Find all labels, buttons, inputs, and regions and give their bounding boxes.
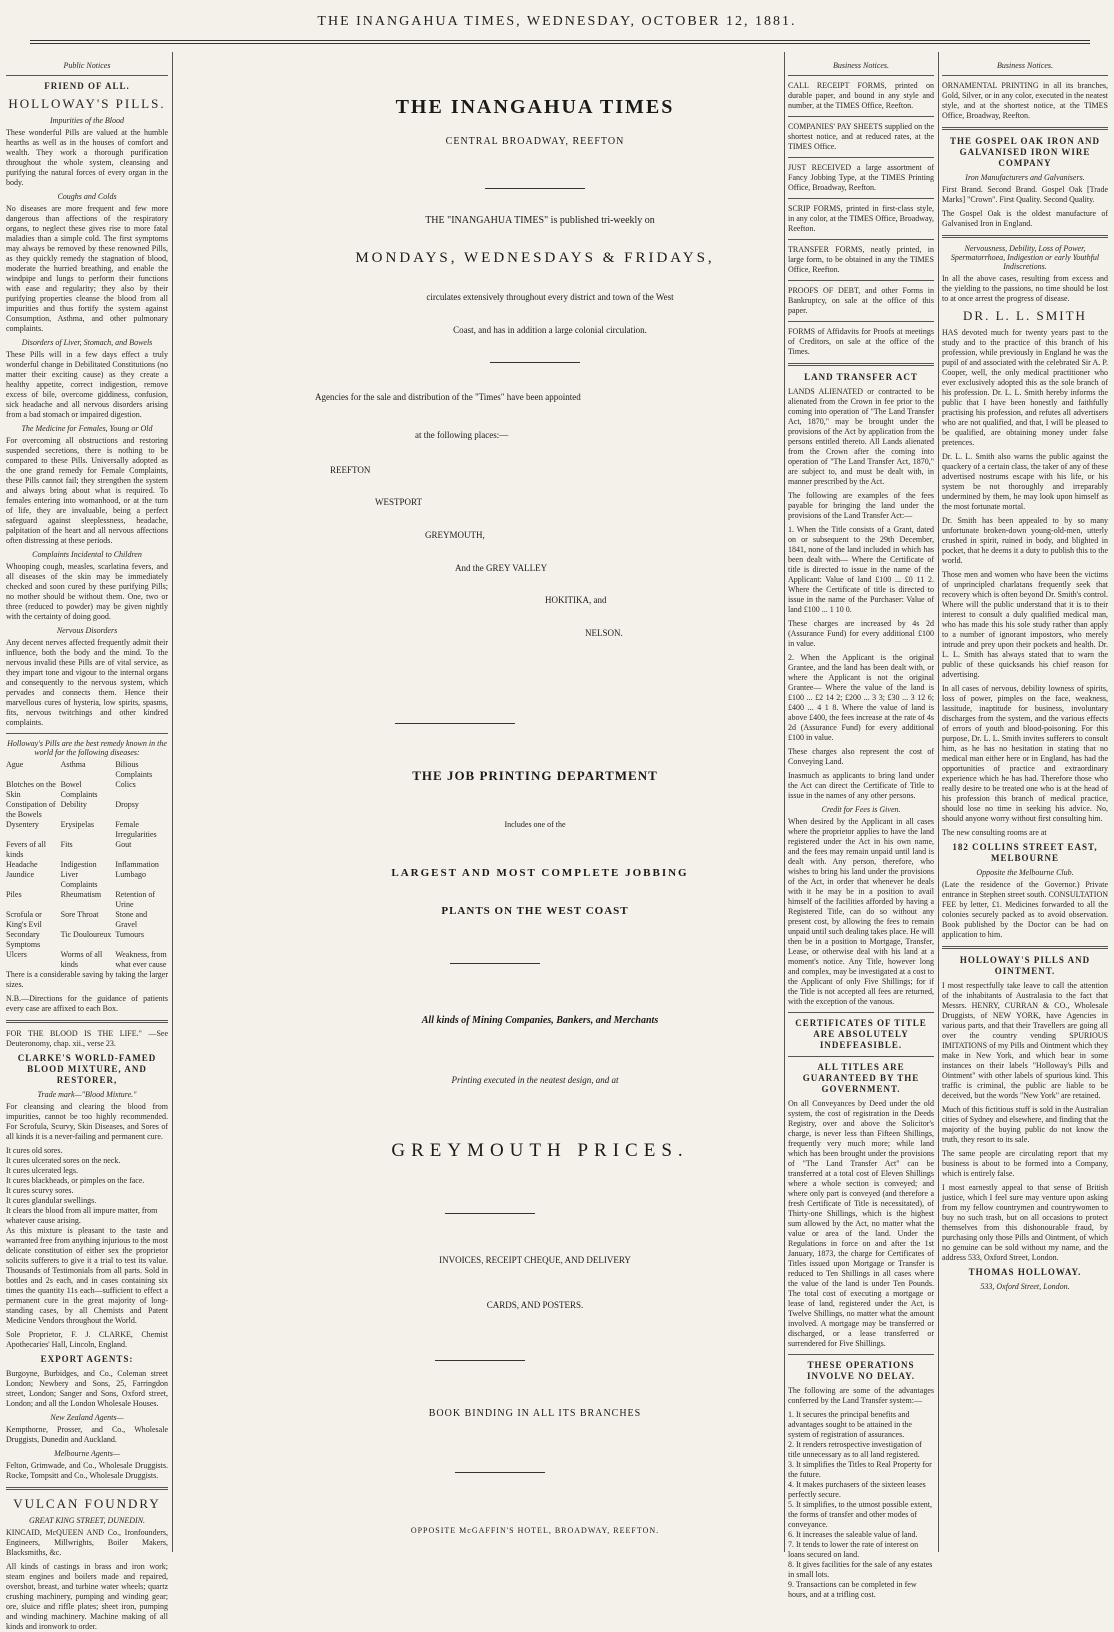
list-item: 8. It gives facilities for the sale of any estates in small lots. <box>788 1560 933 1579</box>
notice: TRANSFER FORMS, neatly printed, in large form, to be obtained in any the TIMES Office, Reefton. <box>788 245 934 274</box>
list-item: 5. It simplifies, to the utmost possible extent, the forms of transfer and other modes of conveyance. <box>788 1500 932 1529</box>
heading: ALL TITLES ARE GUARANTEED BY THE GOVERNMENT. <box>802 1062 920 1094</box>
paragraph: Burgoyne, Burbidges, and Co., Coleman street London; Newbery and Sons, 25, Farringdon street, London; Sanger and Sons, Oxford street, London; and all the London Wholesale Houses. <box>6 1369 168 1408</box>
paragraph: First Brand. Second Brand. Gospel Oak [Trade Marks] "Crown". First Quality. Second Quality. <box>942 185 1108 204</box>
opposite-line: OPPOSITE McGAFFIN'S HOTEL, BROADWAY, REEFTON. <box>410 1526 660 1535</box>
list-item: 2. It renders retrospective investigation of title unnecessary as to all land registered. <box>788 1440 922 1459</box>
ad-title: HOLLOWAY'S PILLS. <box>8 96 166 111</box>
paragraph: No diseases are more frequent and few more dangerous than affections of the respiratory organs, to neglect these gives rise to more fatal maladies than a simple cold. The first symptoms may always be removed by these renowned Pills, as they quickly remedy the stagnation of blood, moderate the hurried breathing, and enable the windpipe and lungs to perform their functions with ease and regularity; they also by their purifying properties cleanse the blood from all impurities and thus fortify the system against Consumption, Asthma, and other pulmonary complaints. <box>6 204 168 333</box>
heading: CERTIFICATES OF TITLE ARE ABSOLUTELY INDEFEASIBLE. <box>795 1018 927 1050</box>
town-nelson: NELSON. <box>585 628 623 638</box>
heading: THESE OPERATIONS INVOLVE NO DELAY. <box>806 1360 916 1381</box>
plants-line: PLANTS ON THE WEST COAST <box>441 905 629 917</box>
list-item: Gout <box>115 840 132 849</box>
list-item: Bilious Complaints <box>115 760 153 779</box>
notice: SCRIP FORMS, printed in first-class style, in any color, at the TIMES Office, Broadway, Reefton. <box>788 204 934 233</box>
paragraph: N.B.—Directions for the guidance of patients every case are affixed to each Box. <box>6 994 168 1013</box>
paragraph: There is a considerable saving by taking the larger sizes. <box>6 970 168 989</box>
paragraph: HAS devoted much for twenty years past to the study and to the practice of this branch of his profession, while previously in England he was the pupil of and associated with the celebrated Sir A. P. Cooper, well, the only medical practitioner who ever exclusively adopted this as the sole branch of his profession. Dr. L. L. Smith hereby informs the public that I have been honestly and faithfully practising his profession, and refutes all advertisers who are not qualified, and that, I will be pleased to be qualified, are obtaining money under false pretences. <box>942 328 1108 447</box>
paragraph: Kempthorne, Prosser, and Co., Wholesale Druggists, Dunedin and Auckland. <box>6 1425 168 1444</box>
paragraph: Sole Proprietor, F. J. CLARKE, Chemist Apothecaries' Hall, Lincoln, England. <box>6 1330 168 1349</box>
paragraph: I most earnestly appeal to that sense of British justice, which I feel sure may venture upon asking from my fellow countrymen and countrywomen to buy no such trash, but on all occasions to protect themselves from this dishonourable fraud, by purchasing only those Pills and Ointment, of which no genuine can be sold without my name, and the address 533, Oxford Street, London. <box>942 1183 1108 1262</box>
list-item: Headache <box>6 860 38 869</box>
town-greymouth: GREYMOUTH, <box>425 530 485 540</box>
paragraph: Whooping cough, measles, scarlatina fevers, and all diseases of the skin may be immediately checked and soon cured by these purifying Pills; no mother should be without them. One, two or three (reduced to powder) may be given nightly with the certainty of doing good. <box>6 562 168 621</box>
ad-title: VULCAN FOUNDRY <box>13 1496 161 1511</box>
section-header: Public Notices <box>63 61 111 70</box>
notice: FORMS of Affidavits for Proofs at meetings of Creditors, on sale at the office of the Times. <box>788 327 934 356</box>
published-line: THE "INANGAHUA TIMES" is published tri-weekly on <box>425 215 655 226</box>
paragraph: 2. When the Applicant is the original Grantee, and the land has been dealt with, or where the Applicant is not the original Grantee— Where the value of the land is £100 ... £2 14 2; £200 ... 3 3; £30 ... 3 12 6; £400 ... 4 1 8. Where the value of land is above £400, the fees increase at the rate of 4s 2d (Assurance Fund) for every additional £100 in value. <box>788 653 934 742</box>
paragraph: The new consulting rooms are at <box>942 828 1047 837</box>
subheading: Nervous Disorders <box>56 626 118 635</box>
divider <box>395 723 515 724</box>
list-item: Inflammation <box>115 860 159 869</box>
job-printing-heading: THE JOB PRINTING DEPARTMENT <box>412 768 658 783</box>
paragraph: As this mixture is pleasant to the taste and warranted free from anything injurious to the most delicate constitution of either sex the proprietor solicits sufferers to give it a trial to test its value. Thousands of Testimonials from all parts. Sold in bottles and 2s each, and in cases containing six times the quantity 11s each—sufficient to effect a permanent cure in the great majority of long-standing cases, by all Chemists and Patent Medicine Vendors throughout the World. <box>6 1226 168 1325</box>
list-item: Colics <box>115 780 136 789</box>
list-item: Constipation of the Bowels <box>6 800 56 819</box>
list-item: Liver Complaints <box>60 870 98 889</box>
subheading: Holloway's Pills are the best remedy known in the world for the following diseases: <box>7 739 167 757</box>
disease-list <box>6 760 168 970</box>
paragraph: For overcoming all obstructions and restoring suspended secretions, there is nothing to be compared to these Pills. Universally adopted as the one grand remedy for Female Complaints, these Pills cannot fail; they strengthen the system and always bring about what is required. To females entering into womanhood, or at the turn of life, they are invaluable, being a perfect safeguard against sleeplessness, headache, palpitation of the heart and all nervous affections often distressing at these periods. <box>6 436 168 545</box>
list-item: Indigestion <box>60 860 97 869</box>
list-item: Jaundice <box>6 870 34 879</box>
paragraph: Dr. Smith has been appealed to by so many unfortunate broken-down young-old-men, utterly crushed in spirit, ruined in body, and blighted in pocket, that he deems it a duty to publish this to the world. <box>942 516 1108 565</box>
right-column-2 <box>942 58 1108 1553</box>
agencies-line: Agencies for the sale and distribution of the "Times" have been appointed <box>315 392 581 402</box>
masthead: THE INANGAHUA TIMES, WEDNESDAY, OCTOBER 12, 1881. <box>317 14 797 29</box>
paragraph: The following are examples of the fees payable for bringing the land under the provisions of the Land Transfer Act:— <box>788 491 934 520</box>
list-item: Tic Douloureux <box>60 930 112 939</box>
notice: JUST RECEIVED a large assortment of Fancy Jobbing Type, at the TIMES Printing Office, Broadway, Reefton. <box>788 163 934 192</box>
paragraph: When desired by the Applicant in all cases where the proprietor applies to have the land registered under the Act in his own name, and the fees may remain unpaid until land is dealt with. Any person, therefore, who wishes to bring his land under the provisions of the Act, in order that whenever he deals with it he may be in a position to avail himself of the facilities afforded by having a Registered Title, can do so without any present cost, by allowing the fees to remain unpaid until such dealing takes place. He will then be in a position to Mortgage, Transfer, Lease, or otherwise deal with his land at a moment's notice. Any Title, however long and complex, may be investigated at a cost to the Applicant of only Five Shillings; for if the Title is not accepted all fees are returned, with the exception of the vanous. <box>788 817 934 1006</box>
column-divider <box>938 52 939 1552</box>
list-item: Dysentery <box>6 820 39 829</box>
list-item: Tumours <box>115 930 144 939</box>
paragraph: KINCAID, McQUEEN AND Co., Ironfounders, Engineers, Millwrights, Boiler Makers, Blacksmiths, &c. <box>6 1528 168 1557</box>
paragraph: In all the above cases, resulting from excess and the yielding to the passions, no time should be lost to at once arrest the progress of disease. <box>942 274 1108 303</box>
book-binding-line: BOOK BINDING IN ALL ITS BRANCHES <box>428 1408 642 1419</box>
paragraph: On all Conveyances by Deed under the old system, the cost of registration in the Deeds Registry, over and above the Solicitor's charge, is never less than Fifteen Shillings, frequently very much more; while land which has been brought under the provisions of "The Land Transfer Act" can be transferred at a total cost of Eleven Shillings where a whole section is conveyed; and where only part is conveyed (and therefore a fresh Certificate of Title is necessitated), of Thirty-one Shillings, which is the highest sum allowed by the Act, no matter what the value or area of the land. Under the Regulations in force on and after the 1st January, 1873, the charge for Certificates of Titles issued upon Mortgage or Transfer is reduced to Ten Shillings in all cases where the value of the land is under Ten Pounds. The total cost of executing a mortgage or lease of land, registered under the Act, is Twelve Shillings, no matter what the amount involved. A mortgage may be transferred or discharged, or a lease transferred or surrendered for Five Shillings. <box>788 1099 934 1348</box>
list-item: Piles <box>6 890 22 899</box>
town-reefton: REEFTON <box>330 465 371 475</box>
column-divider <box>784 52 785 1552</box>
paragraph: Dr. L. L. Smith also warns the public against the quackery of a certain class, the taker of any of these advertised nostrums escape with his life, or his system be not thoroughly and irreparably undermined by them, he may look upon himself as the most fortunate mortal. <box>942 452 1108 511</box>
paper-title: THE INANGAHUA TIMES <box>395 96 675 118</box>
list-item: Asthma <box>60 760 86 769</box>
masthead-rule <box>30 40 1090 41</box>
paragraph: In all cases of nervous, debility lowness of spirits, loss of power, pimples on the face, weakness, lassitude, inaptitude for business, involuntary discharges from the system, and the various effects of errors of youth and blood-poisoning. For this purpose, Dr. L. L. Smith invites sufferers to consult him, as he has no hesitation in stating that no medical man either here or in England, has had the opportunities of practice and extraordinary experience which he has had. Therefore those who really desire to be treated one who is at the head of his profession this branch of medical practice, should lose no time in seeking his advice. No, should anyone worry without first consulting him. <box>942 684 1108 823</box>
subheading: EXPORT AGENTS: <box>40 1354 134 1364</box>
right-column-1 <box>788 58 934 1599</box>
paragraph: Much of this fictitious stuff is sold in the Australian cities of Sydney and elsewhere, and finding that the majority of the buying public do not know the truth, they resort to its sale. <box>942 1105 1108 1144</box>
subheading: Nervousness, Debility, Loss of Power, Spermatorrhoea, Indigestion or early Youthful Indiscretions. <box>950 244 1100 271</box>
notice: CALL RECEIPT FORMS, printed on durable paper, and bound in any style and number, at the TIMES Office, Reefton. <box>788 81 934 110</box>
paragraph: These wonderful Pills are valued at the humble hearths as well as in the houses of comfort and wealth. They work a thorough purification throughout the whole system, cleansing and purifying the natural forces of every organ in the body. <box>6 128 168 187</box>
list-item: 1. It secures the principal benefits and advantages sought to be attained in the system of registration of assurances. <box>788 1410 912 1439</box>
subheading: Melbourne Agents— <box>54 1449 120 1458</box>
list-item: Scrofula or King's Evil <box>6 910 42 929</box>
divider <box>445 1213 535 1214</box>
list-item: Stone and Gravel <box>115 910 148 929</box>
subheading: Credit for Fees is Given. <box>821 805 901 814</box>
cards-line: CARDS, AND POSTERS. <box>486 1300 584 1310</box>
list-item: Rheumatism <box>60 890 102 899</box>
paragraph: (Late the residence of the Governor.) Private entrance in Stephen street south. CONSULTATION FEE by letter, £1. Medicines forwarded to all the colonies securely packed as to avoid observation. Book published by the Doctor can be had on application to him. <box>942 880 1108 939</box>
printing-line: Printing executed in the neatest design, and at <box>451 1075 619 1085</box>
ad-title: CLARKE'S WORLD-FAMED BLOOD MIXTURE, AND RESTORER, <box>17 1053 157 1085</box>
list-item: Debility <box>60 800 87 809</box>
town-westport: WESTPORT <box>375 497 422 507</box>
list-item: It cures blackheads, or pimples on the face. <box>6 1176 145 1185</box>
subheading: Iron Manufacturers and Galvanisers. <box>965 173 1085 182</box>
list-item: 6. It increases the saleable value of land. <box>788 1530 918 1539</box>
subheading: The Medicine for Females, Young or Old <box>21 424 153 433</box>
list-item: Secondary Symptoms <box>6 930 41 949</box>
subheading: Disorders of Liver, Stomach, and Bowels <box>21 338 153 347</box>
list-item: It cures ulcerated sores on the neck. <box>6 1156 121 1165</box>
divider <box>435 1360 525 1361</box>
list-item: Retention of Urine <box>115 890 156 909</box>
list-item: It cures ulcerated legs. <box>6 1166 78 1175</box>
ad-title: THE GOSPEL OAK IRON AND GALVANISED IRON WIRE COMPANY <box>949 136 1101 168</box>
signature: THOMAS HOLLOWAY. <box>968 1267 1082 1277</box>
list-item: Fevers of all kinds <box>6 840 46 859</box>
paragraph: Felton, Grimwade, and Co., Wholesale Druggists. Rocke, Tompsitt and Co., Wholesale Druggists. <box>6 1461 168 1480</box>
subheading: Opposite the Melbourne Club. <box>976 868 1074 877</box>
places-line: at the following places:— <box>415 430 509 440</box>
ad-title: DR. L. L. SMITH <box>963 308 1087 323</box>
list-item: Dropsy <box>115 800 139 809</box>
notice: PROOFS OF DEBT, and other Forms in Bankruptcy, on sale at the office of this paper. <box>788 286 934 315</box>
paragraph: FOR THE BLOOD IS THE LIFE." —See Deuteronomy, chap. xii., verse 23. <box>6 1029 168 1048</box>
town-hokitika: HOKITIKA, and <box>545 595 607 605</box>
cures-list <box>6 1146 168 1226</box>
section-header: Business Notices. <box>997 61 1053 70</box>
list-item: It cures glandular swellings. <box>6 1196 97 1205</box>
column-divider <box>172 52 173 1552</box>
paragraph: These Pills will in a few days effect a truly wonderful change in Debilitated Constitutions (no matter their exciting cause) as they create a healthy appetite, correct indigestion, remove excess of bile, overcome giddiness, confusion, sick headache and all nervous disorders arising from a bad stomach or impaired digestion. <box>6 350 168 419</box>
list-item: 4. It makes purchasers of the sixteen leases perfectly secure. <box>788 1480 926 1499</box>
address: 182 COLLINS STREET EAST, MELBOURNE <box>952 842 1098 863</box>
list-item: It cures old sores. <box>6 1146 63 1155</box>
ad-title: HOLLOWAY'S PILLS AND OINTMENT. <box>959 955 1091 976</box>
town-grey-valley: And the GREY VALLEY <box>455 563 548 573</box>
heading: FRIEND OF ALL. <box>44 81 130 91</box>
subheading: Impurities of the Blood <box>50 116 124 125</box>
list-item: Blotches on the Skin <box>6 780 56 799</box>
divider <box>455 1472 545 1473</box>
address-line: CENTRAL BROADWAY, REEFTON <box>445 136 625 147</box>
paragraph: Inasmuch as applicants to bring land under the Act can direct the Certificate of Title to issue in the names of any other persons. <box>788 771 934 800</box>
paragraph: These charges are increased by 4s 2d (Assurance Fund) for every additional £100 in value. <box>788 619 934 648</box>
list-item: 9. Transactions can be completed in few hours, and at a trifling cost. <box>788 1580 917 1599</box>
left-column <box>6 58 168 1631</box>
list-item: Lumbago <box>115 870 146 879</box>
list-item: Weakness, from what ever cause <box>115 950 167 969</box>
section-header: Business Notices. <box>833 61 889 70</box>
largest-line: LARGEST AND MOST COMPLETE JOBBING <box>391 867 689 879</box>
advantages-list <box>788 1410 934 1600</box>
list-item: Sore Throat <box>60 910 99 919</box>
includes-line: Includes one of the <box>504 820 566 829</box>
subheading: Complaints Incidental to Children <box>32 550 142 559</box>
list-item: Ague <box>6 760 24 769</box>
list-item: 3. It simplifies the Titles to Real Property for the future. <box>788 1460 932 1479</box>
list-item: It cures scurvy sores. <box>6 1186 74 1195</box>
all-kinds-line: All kinds of Mining Companies, Bankers, and Merchants <box>421 1015 659 1026</box>
paragraph: The following are some of the advantages conferred by the Land Transfer system:— <box>788 1386 934 1405</box>
masthead-rule-2 <box>30 43 1090 44</box>
list-item: Erysipelas <box>60 820 94 829</box>
notice: ORNAMENTAL PRINTING in all its branches, Gold, Silver, or in any color, executed in the neatest style, and at the shortest notice, at the TIMES Office, Broadway, Reefton. <box>942 81 1108 120</box>
paragraph: Those men and women who have been the victims of unprincipled charlatans frequently seek that recovery which is often beyond Dr. Smith's control. Where will the public understand that it is to their interest to consult a duly qualified medical man, who has made this his sole study rather than apply to a number of ignorant impostors, who merely intrude and prey upon their pockets and health. Dr. L. L. Smith has always stated that to warn the public of these quicksands his chief reason for advertising. <box>942 570 1108 679</box>
paragraph: All kinds of castings in brass and iron work; steam engines and boilers made and repaired, overshot, breast, and turbine water wheels; quartz crushing machinery, pumping and winding gear; ore, sluice and riffle plates; sheet iron, pumping and winding machinery. Machine making of all kinds and ironwork to order. <box>6 1562 168 1631</box>
list-item: Bowel Complaints <box>60 780 98 799</box>
signature-address: 533, Oxford Street, London. <box>980 1282 1070 1291</box>
list-item: Fits <box>60 840 73 849</box>
divider <box>450 963 540 964</box>
list-item: 7. It tends to lower the rate of interest on loans secured on land. <box>788 1540 919 1559</box>
circulation-line: Coast, and has in addition a large colonial circulation. <box>453 325 647 335</box>
paragraph: These charges also represent the cost of Conveying Land. <box>788 747 934 766</box>
paragraph: The same people are circulating report that my business is about to be formed into a Company, which is entirely false. <box>942 1149 1108 1178</box>
subheading: Trade mark—"Blood Mixture." <box>37 1090 137 1099</box>
paragraph: LANDS ALIENATED or contracted to be alienated from the Crown in fee prior to the coming into operation of "The Land Transfer Act, 1870," may be brought under the provisions of the Act by application from the persons entitled thereto. All Lands alienated from the Crown after the coming into operation of "The Land Transfer Act, 1870," are subject to, and must be dealt with, in manner prescribed by the Act. <box>788 387 934 486</box>
divider <box>485 188 585 189</box>
subheading: New Zealand Agents— <box>50 1413 124 1422</box>
subheading: Coughs and Colds <box>57 192 117 201</box>
paragraph: Any decent nerves affected frequently admit their influence, both the body and the mind. To the nervous invalid these Pills are of vital service, as they impart tone and vigour to the internal organs and consequently to the nervous system, which pervades and connects them. Hence their marvellous cures of hysteria, low spirits, spasms, fits, nervous twitchings and other kindred complaints. <box>6 638 168 727</box>
subheading: GREAT KING STREET, DUNEDIN. <box>28 1516 146 1525</box>
paragraph: I most respectfully take leave to call the attention of the inhabitants of Australasia to the fact that Messrs. HENRY, CURRAN & CO., Wholesale Druggists, of NEW YORK, have Agencies in various parts, and that their Travellers are going all over the country vending SPURIOUS IMITATIONS of my Pills and Ointment which they make in New York, and which bear in some instances on their labels "Holloway's Pills and Ointment" with other labels of spurious kind. This traffic is criminal, the public are liable to be deceived, but the words "New York" are retained. <box>942 981 1108 1100</box>
invoices-line: INVOICES, RECEIPT CHEQUE, AND DELIVERY <box>439 1255 631 1265</box>
paragraph: For cleansing and clearing the blood from impurities, cannot be too highly recommended. For Scrofula, Scurvy, Skin Diseases, and Sores of all kinds it is a never-failing and permanent cure. <box>6 1102 168 1141</box>
list-item: Ulcers <box>6 950 27 959</box>
greymouth-prices: GREYMOUTH PRICES. <box>391 1140 689 1161</box>
divider <box>490 362 580 363</box>
list-item: Female Irregularities <box>115 820 157 839</box>
list-item: It clears the blood from all impure matter, from whatever cause arising. <box>6 1206 158 1225</box>
notice: COMPANIES' PAY SHEETS supplied on the shortest notice, and at reduced rates, at the TIMES Office. <box>788 122 934 151</box>
circulation-line: circulates extensively throughout every district and town of the West <box>426 292 674 302</box>
center-advertisement <box>300 60 770 1550</box>
days-line: MONDAYS, WEDNESDAYS & FRIDAYS, <box>355 250 715 266</box>
paragraph: The Gospel Oak is the oldest manufacture of Galvanised Iron in England. <box>942 209 1108 228</box>
list-item: Worms of all kinds <box>60 950 103 969</box>
heading: LAND TRANSFER ACT <box>804 372 918 382</box>
paragraph: 1. When the Title consists of a Grant, dated on or subsequent to the 29th December, 1841, none of the land included in which has been dealt with— Where the Certificate of title is directed to issue in the name of the Applicant: Value of land £100 ... £0 11 2. Where the Certificate of title is directed to issue in the name of the Purchaser: Value of land £100 ... 1 10 0. <box>788 525 934 614</box>
